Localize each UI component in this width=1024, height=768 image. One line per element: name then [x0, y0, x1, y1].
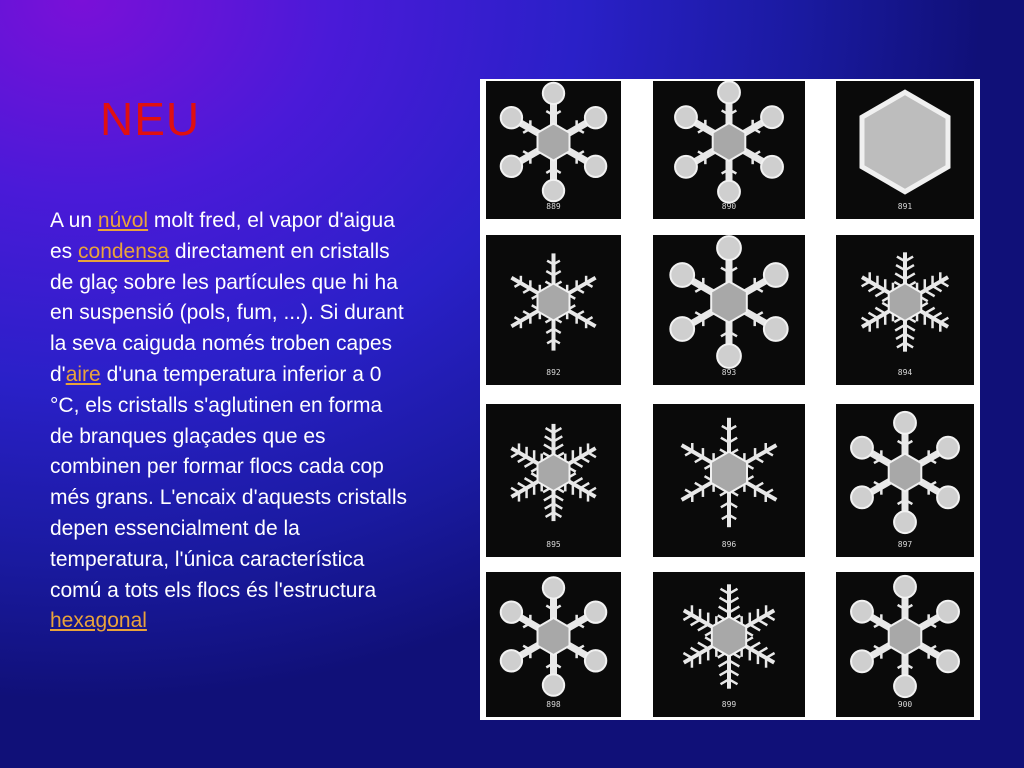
snowflake-icon [836, 235, 974, 385]
snowflake-icon [653, 404, 805, 557]
snowflake-photo-cell [486, 404, 621, 557]
link-nuvol[interactable]: núvol [97, 209, 149, 232]
text-run: d'una temperatura inferior a 0 °C, els cristalls s'aglutinen en forma de branques glaçades que es combinen per formar flocs cada cop més grans. L'encaix d'aquests cristalls depen essencialment de la temperatura, l'única característica comú a tots els flocs és l'estructura [50, 362, 408, 602]
snowflake-photo-cell [486, 235, 621, 385]
snowflake-photo-cell [653, 404, 805, 557]
snowflake-icon [836, 572, 974, 717]
snowflake-photo-label: 894 [897, 368, 913, 377]
snowflake-photo-label: 892 [546, 368, 561, 377]
snowflake-icon [486, 235, 621, 385]
snowflake-photo-label: 890 [721, 202, 737, 211]
text-run: molt fred, el vapor d'aigua es [50, 209, 395, 263]
snowflake-photo-label: 900 [897, 700, 913, 709]
snowflake-photo-label: 893 [721, 368, 737, 377]
snowflake-photo-cell [836, 404, 974, 557]
snowflake-icon [653, 572, 805, 717]
text-run: directament en cristalls de glaç sobre les partícules que hi ha en suspensió (pols, fum, ...). Si durant la seva caiguda només troben capes d' [50, 239, 404, 386]
body-paragraph [50, 206, 410, 637]
snowflake-icon [653, 81, 805, 219]
snowflake-photo-label: 898 [546, 700, 561, 709]
snowflake-icon [486, 404, 621, 557]
link-aire[interactable]: aire [65, 362, 101, 386]
snowflake-photo-grid [480, 79, 980, 720]
snowflake-photo-cell [836, 235, 974, 385]
snowflake-icon [486, 81, 621, 219]
link-hexagonal[interactable]: hexagonal [50, 609, 147, 633]
link-condensa[interactable]: condensa [78, 239, 170, 263]
snowflake-icon [653, 235, 805, 385]
snowflake-photo-label: 896 [721, 540, 737, 549]
snowflake-icon [486, 572, 621, 717]
snowflake-icon [836, 404, 974, 557]
snowflake-photo-label: 899 [721, 700, 737, 709]
snowflake-photo-cell [653, 235, 805, 385]
snowflake-photo-label: 889 [546, 202, 561, 211]
snowflake-photo-cell [653, 81, 805, 219]
snowflake-photo-cell [653, 572, 805, 717]
snowflake-photo-cell [486, 81, 621, 219]
snowflake-photo-label: 897 [897, 540, 913, 549]
snowflake-photo-cell [836, 572, 974, 717]
slide-title: NEU [100, 93, 201, 145]
text-run: A un [50, 209, 98, 232]
snowflake-photo-label: 891 [897, 202, 913, 211]
snowflake-icon [836, 81, 974, 219]
snowflake-photo-label: 895 [546, 540, 561, 549]
snowflake-photo-cell [486, 572, 621, 717]
snowflake-photo-cell [836, 81, 974, 219]
